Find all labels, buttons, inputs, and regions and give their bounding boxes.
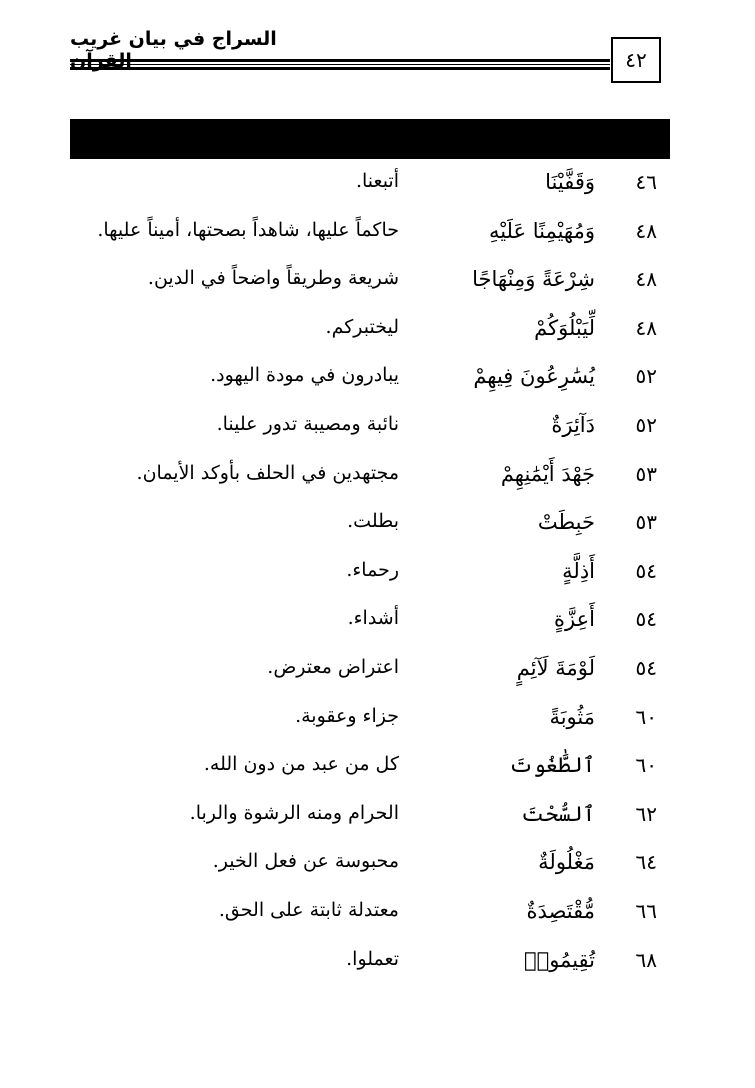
word-meaning: نائبة ومصيبة تدور علينا. bbox=[216, 412, 399, 435]
section-band bbox=[70, 119, 670, 159]
verse-number: ٥٣ bbox=[635, 510, 657, 535]
glossary-entry bbox=[0, 893, 755, 942]
glossary-entry bbox=[0, 601, 755, 650]
verse-number: ٥٤ bbox=[635, 558, 657, 583]
header-rule-thin bbox=[70, 64, 610, 65]
quran-word: مَغْلُولَةٌ bbox=[538, 850, 595, 875]
glossary-entry bbox=[0, 747, 755, 796]
verse-number: ٦٢ bbox=[635, 801, 657, 826]
quran-word: دَآئِرَةٌ bbox=[551, 412, 595, 437]
verse-number: ٥٤ bbox=[635, 607, 657, 632]
glossary-entry bbox=[0, 261, 755, 310]
verse-number: ٤٨ bbox=[635, 218, 657, 243]
verse-number: ٤٨ bbox=[635, 315, 657, 340]
glossary-entry bbox=[0, 699, 755, 748]
quran-word: تُقِيمُوا۟ bbox=[524, 947, 595, 972]
word-meaning: أشداء. bbox=[347, 607, 399, 630]
glossary-entry bbox=[0, 310, 755, 359]
verse-number: ٦٠ bbox=[635, 753, 657, 778]
book-title: السراج في بيان غريب bbox=[70, 28, 277, 50]
glossary-entry bbox=[0, 553, 755, 602]
quran-word: أَعِزَّةٍ bbox=[554, 607, 595, 632]
glossary-entry bbox=[0, 164, 755, 213]
glossary-entry bbox=[0, 942, 755, 991]
verse-number: ٥٢ bbox=[635, 364, 657, 389]
verse-number: ٤٦ bbox=[635, 170, 657, 194]
quran-word: ٱلطَّٰغُوتَ bbox=[508, 753, 595, 778]
word-meaning: رحماء. bbox=[346, 558, 399, 581]
quran-word: لَوْمَةَ لَآئِمٍ bbox=[516, 655, 595, 680]
word-meaning: يبادرون في مودة اليهود. bbox=[210, 364, 399, 387]
word-meaning: مجتهدين في الحلف بأوكد الأيمان. bbox=[136, 461, 399, 484]
verse-number: ٦٤ bbox=[635, 850, 657, 875]
glossary-entry bbox=[0, 358, 755, 407]
verse-number: ٦٦ bbox=[635, 898, 657, 923]
glossary-entry bbox=[0, 796, 755, 845]
word-meaning: شريعة وطريقاً واضحاً في الدين. bbox=[147, 267, 399, 290]
quran-word: وَمُهَيْمِنًا عَلَيْهِ bbox=[488, 218, 595, 243]
quran-word: وَقَفَّيْنَا bbox=[545, 170, 595, 194]
quran-word: ٱلسُّحْتَ bbox=[521, 801, 595, 826]
word-meaning: ليختبركم. bbox=[325, 315, 399, 338]
word-meaning: أتبعنا. bbox=[355, 170, 399, 192]
verse-number: ٦٠ bbox=[635, 704, 657, 729]
word-meaning: محبوسة عن فعل الخير. bbox=[212, 850, 399, 873]
word-meaning: الحرام ومنه الرشوة والربا. bbox=[189, 801, 399, 824]
quran-word: جَهْدَ أَيْمَٰنِهِمْ bbox=[500, 461, 595, 486]
quran-word: مُّقْتَصِدَةٌ bbox=[526, 898, 595, 923]
verse-number: ٥٢ bbox=[635, 412, 657, 437]
verse-number: ٤٨ bbox=[635, 267, 657, 292]
glossary-entry bbox=[0, 213, 755, 262]
verse-number: ٦٨ bbox=[635, 947, 657, 972]
verse-number: ٥٤ bbox=[635, 655, 657, 680]
header-rule-thick-top bbox=[70, 59, 610, 62]
page-number: ٤٢ bbox=[625, 48, 647, 72]
glossary-list bbox=[0, 164, 755, 990]
quran-word: مَثُوبَةً bbox=[549, 704, 595, 729]
word-meaning: حاكماً عليها، شاهداً بصحتها، أميناً عليها. bbox=[97, 218, 399, 241]
word-meaning: تعملوا. bbox=[346, 947, 399, 970]
word-meaning: جزاء وعقوبة. bbox=[295, 704, 399, 727]
glossary-entry bbox=[0, 456, 755, 505]
word-meaning: معتدلة ثابتة على الحق. bbox=[218, 898, 399, 921]
glossary-entry bbox=[0, 407, 755, 456]
quran-word: لِّيَبْلُوَكُمْ bbox=[534, 315, 595, 340]
verse-number: ٥٣ bbox=[635, 461, 657, 486]
page-number-box bbox=[611, 37, 661, 83]
word-meaning: بطلت. bbox=[347, 510, 399, 533]
word-meaning: كل من عبد من دون الله. bbox=[203, 753, 399, 776]
glossary-entry bbox=[0, 504, 755, 553]
quran-word: شِرْعَةً وَمِنْهَاجًا bbox=[472, 267, 595, 292]
quran-word: أَذِلَّةٍ bbox=[562, 558, 595, 583]
quran-word: حَبِطَتْ bbox=[537, 510, 595, 535]
glossary-entry bbox=[0, 844, 755, 893]
glossary-entry bbox=[0, 650, 755, 699]
quran-word: يُسَٰرِعُونَ فِيهِمْ bbox=[473, 364, 595, 389]
word-meaning: اعتراض معترض. bbox=[267, 655, 399, 678]
header-rule-thick-bottom bbox=[70, 67, 610, 70]
